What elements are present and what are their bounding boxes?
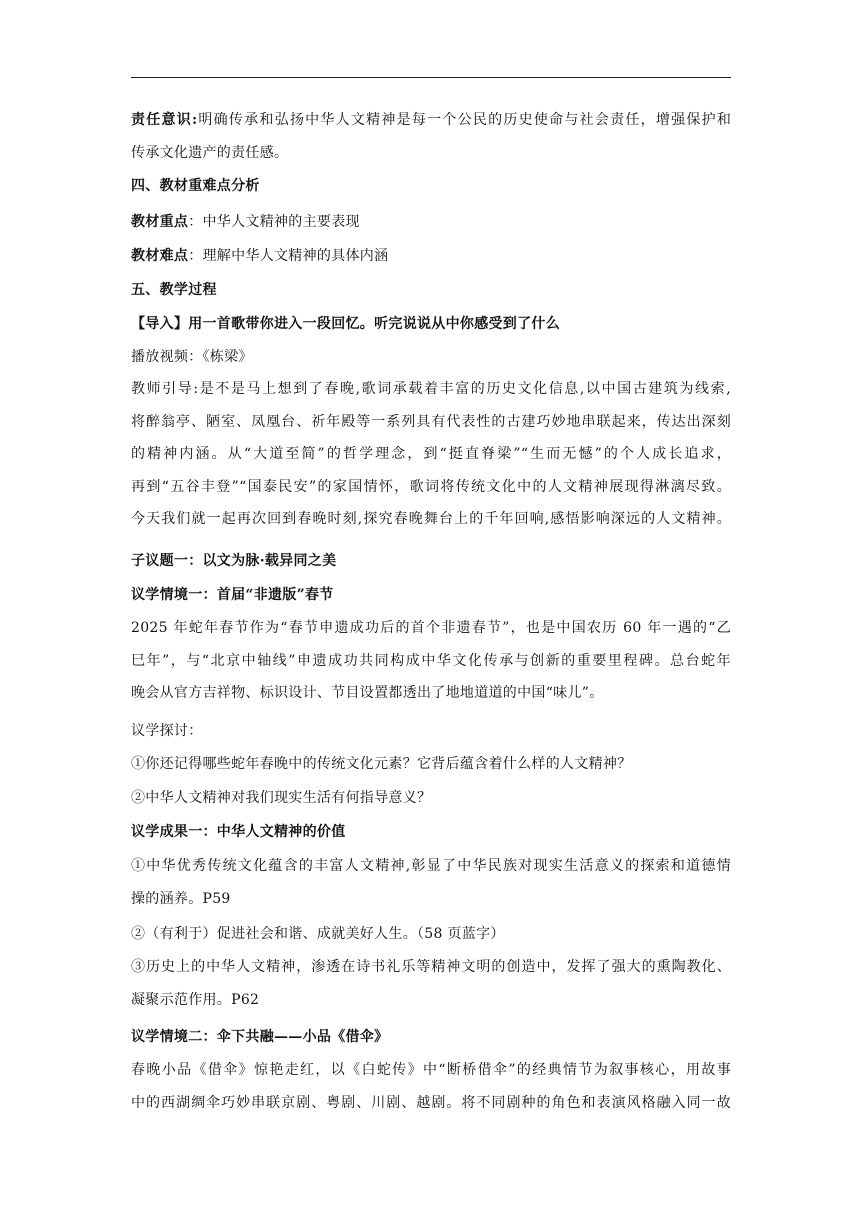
sub-topic-1-heading: 子议题一：以文为脉·载异同之美 <box>131 553 337 569</box>
discussion-question-2: ②中华人文精神对我们现实生活有何指导意义？ <box>131 790 432 806</box>
discussion-question-1: ①你还记得哪些蛇年春晚中的传统文化元素？它背后蕴含着什么样的人文精神？ <box>131 756 632 772</box>
video-line: 播放视频：《栋梁》 <box>131 349 253 365</box>
scenario-2-line: 中的西湖绸伞巧妙串联京剧、粤剧、川剧、越剧。将不同剧种的角色和表演风格融入同一故 <box>131 1094 731 1111</box>
teacher-guide-line: 再到“五谷丰登”“国泰民安”的家国情怀，歌词将传统文化中的人文精神展现得淋漓尽致。 <box>131 478 731 495</box>
scenario-1-line: 2025 年蛇年春节作为“春节申遗成功后的首个非遗春节”，也是中国农历 60 年一遇的“乙 <box>131 620 731 636</box>
teacher-guide-line: 今天我们就一起再次回到春晚时刻,探究春晚舞台上的千年回响,感悟影响深远的人文精神。 <box>131 511 731 528</box>
result-1-item-1 <box>131 850 731 915</box>
result-1-item-3-line: ③历史上的中华人文精神，渗透在诗书礼乐等精神文明的创造中，发挥了强大的熏陶教化、 <box>131 959 731 975</box>
teacher-guide-paragraph <box>131 373 731 536</box>
section-5-heading: 五、教学过程 <box>131 282 217 298</box>
discussion-label: 议学探讨： <box>131 723 203 739</box>
responsibility-line-2: 传承文化遗产的责任感。 <box>131 144 289 161</box>
header-rule <box>131 77 731 78</box>
key-point-label: 教材重点 <box>131 214 189 230</box>
teacher-guide-line: 的精神内涵。从“大道至简”的哲学理念，到“挺直脊梁”“生而无憾”的个人成长追求， <box>131 446 731 463</box>
scenario-2-line: 春晚小品《借伞》惊艳走红，以《白蛇传》中“断桥借伞”的经典情节为叙事核心，用故事 <box>131 1062 731 1078</box>
teacher-guide-line: 将醉翁亭、陋室、凤凰台、祈年殿等一系列具有代表性的古建巧妙地串联起来，传达出深刻 <box>131 413 731 430</box>
scenario-1-heading: 议学情境一：首届“非遗版”春节 <box>131 587 334 603</box>
scenario-2-paragraph <box>131 1054 731 1119</box>
result-1-item-2: ②（有利于）促进社会和谐、成就美好人生。（58 页蓝字） <box>131 926 505 942</box>
result-1-heading: 议学成果一：中华人文精神的价值 <box>131 824 346 840</box>
section-4-heading: 四、教材重难点分析 <box>131 178 260 194</box>
responsibility-line-1: 责任意识:明确传承和弘扬中华人文精神是每一个公民的历史使命与社会责任，增强保护和 <box>131 112 731 128</box>
difficult-point-label: 教材难点 <box>131 248 189 264</box>
result-1-item-1-line: ①中华优秀传统文化蕴含的丰富人文精神,彰显了中华民族对现实生活意义的探索和道德情 <box>131 858 731 874</box>
result-1-item-1-line: 操的涵养。P59 <box>131 890 231 907</box>
difficult-point: 教材难点：理解中华人文精神的具体内涵 <box>131 248 389 264</box>
result-1-item-3 <box>131 951 731 1016</box>
scenario-2-heading: 议学情境二：伞下共融——小品《借伞》 <box>131 1029 389 1045</box>
responsibility-label: 责任意识: <box>131 112 198 128</box>
responsibility-paragraph <box>131 104 731 169</box>
intro-line: 【导入】用一首歌带你进入一段回忆。听完说说从中你感受到了什么 <box>131 316 560 332</box>
scenario-1-paragraph <box>131 612 731 710</box>
result-1-item-3-line: 凝聚示范作用。P62 <box>131 991 260 1008</box>
key-point: 教材重点：中华人文精神的主要表现 <box>131 214 360 230</box>
teacher-guide-line: 教师引导:是不是马上想到了春晚,歌词承载着丰富的历史文化信息,以中国古建筑为线索, <box>131 381 731 397</box>
scenario-1-line: 巳年”，与“北京中轴线”申遗成功共同构成中华文化传承与创新的重要里程碑。总台蛇年 <box>131 652 731 669</box>
scenario-1-line: 晚会从官方吉祥物、标识设计、节目设置都透出了地地道道的中国“味儿”。 <box>131 685 604 702</box>
